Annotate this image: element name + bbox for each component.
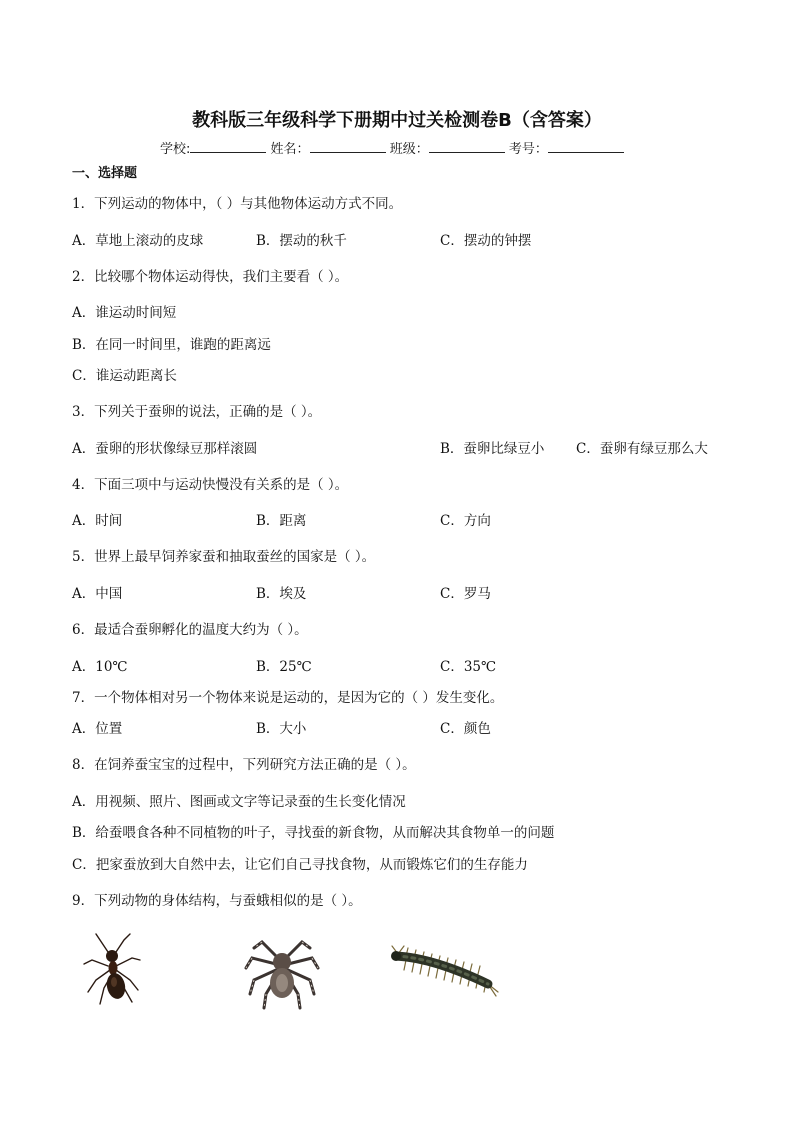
q7-option-b[interactable]: B．大小 <box>256 721 307 737</box>
q2-option-a[interactable]: A．谁运动时间短 <box>72 305 177 321</box>
question-9: 9．下列动物的身体结构，与蚕蛾相似的是（ ）。 <box>72 893 362 909</box>
q3-option-b[interactable]: B．蚕卵比绿豆小 <box>440 441 545 457</box>
q1-option-b[interactable]: B．摆动的秋千 <box>256 233 347 249</box>
q2-option-c[interactable]: C．谁运动距离长 <box>72 368 177 384</box>
q4-option-a[interactable]: A．时间 <box>72 513 123 529</box>
school-blank[interactable] <box>190 140 266 153</box>
q8-option-b[interactable]: B．给蚕喂食各种不同植物的叶子，寻找蚕的新食物，从而解决其食物单一的问题 <box>72 825 555 841</box>
exam-no-blank[interactable] <box>548 140 624 153</box>
page-title: 教科版三年级科学下册期中过关检测卷B（含答案） <box>192 110 602 131</box>
school-label: 学校: <box>160 142 191 157</box>
q4-option-c[interactable]: C．方向 <box>440 513 491 529</box>
question-6: 6．最适合蚕卵孵化的温度大约为（ ）。 <box>72 622 308 638</box>
question-5: 5．世界上最早饲养家蚕和抽取蚕丝的国家是（ ）。 <box>72 549 376 565</box>
q3-option-c[interactable]: C．蚕卵有绿豆那么大 <box>576 441 708 457</box>
ant-image[interactable] <box>78 930 148 1010</box>
q6-option-b[interactable]: B．25℃ <box>256 659 312 675</box>
class-blank[interactable] <box>429 140 505 153</box>
q7-option-a[interactable]: A．位置 <box>72 721 123 737</box>
centipede-image[interactable] <box>384 944 500 998</box>
spider-image[interactable] <box>240 928 324 1012</box>
question-4: 4．下面三项中与运动快慢没有关系的是（ ）。 <box>72 477 349 493</box>
q6-option-a[interactable]: A．10℃ <box>72 659 128 675</box>
q6-option-c[interactable]: C．35℃ <box>440 659 497 675</box>
q7-option-c[interactable]: C．颜色 <box>440 721 491 737</box>
name-blank[interactable] <box>310 140 386 153</box>
q8-option-a[interactable]: A．用视频、照片、图画或文字等记录蚕的生长变化情况 <box>72 794 406 810</box>
q3-option-a[interactable]: A．蚕卵的形状像绿豆那样滚圆 <box>72 441 258 457</box>
q5-option-b[interactable]: B．埃及 <box>256 586 307 602</box>
student-info-line <box>160 138 624 157</box>
question-1: 1．下列运动的物体中，（ ）与其他物体运动方式不同。 <box>72 196 403 212</box>
q1-option-a[interactable]: A．草地上滚动的皮球 <box>72 233 204 249</box>
name-label: 姓名： <box>270 142 310 157</box>
q2-option-b[interactable]: B．在同一时间里，谁跑的距离远 <box>72 337 271 353</box>
exam-no-label: 考号： <box>508 142 548 157</box>
question-3: 3．下列关于蚕卵的说法，正确的是（ ）。 <box>72 404 322 420</box>
question-8: 8．在饲养蚕宝宝的过程中，下列研究方法正确的是（ ）。 <box>72 757 416 773</box>
q1-option-c[interactable]: C．摆动的钟摆 <box>440 233 532 249</box>
section-heading-choice: 一、选择题 <box>72 166 138 181</box>
class-label: 班级： <box>389 142 429 157</box>
q5-option-a[interactable]: A．中国 <box>72 586 123 602</box>
q4-option-b[interactable]: B．距离 <box>256 513 307 529</box>
q8-option-c[interactable]: C．把家蚕放到大自然中去，让它们自己寻找食物，从而锻炼它们的生存能力 <box>72 857 528 873</box>
question-7: 7．一个物体相对另一个物体来说是运动的，是因为它的（ ）发生变化。 <box>72 690 504 706</box>
question-2: 2．比较哪个物体运动得快，我们主要看（ ）。 <box>72 269 349 285</box>
q5-option-c[interactable]: C．罗马 <box>440 586 491 602</box>
